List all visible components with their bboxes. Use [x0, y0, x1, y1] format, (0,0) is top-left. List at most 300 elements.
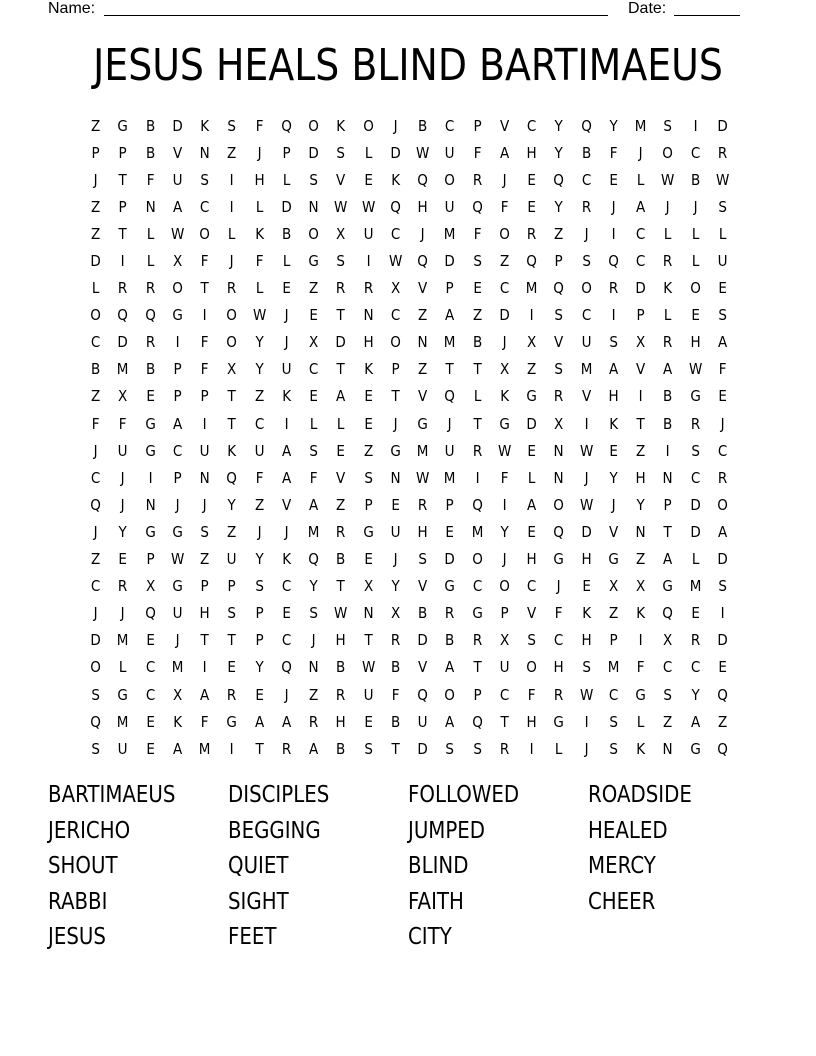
grid-cell[interactable]: A: [445, 658, 455, 677]
grid-cell[interactable]: Q: [662, 604, 674, 623]
grid-cell[interactable]: Q: [144, 604, 156, 623]
grid-cell[interactable]: S: [254, 577, 264, 596]
grid-cell[interactable]: J: [665, 197, 670, 216]
grid-cell[interactable]: S: [336, 143, 346, 162]
grid-cell[interactable]: Q: [444, 387, 456, 406]
grid-cell[interactable]: Q: [717, 739, 728, 758]
grid-cell[interactable]: T: [445, 360, 454, 379]
grid-cell[interactable]: Q: [471, 495, 483, 514]
grid-cell[interactable]: J: [584, 468, 589, 487]
grid-cell[interactable]: J: [120, 495, 125, 514]
grid-cell[interactable]: I: [638, 387, 643, 406]
grid-cell[interactable]: Q: [526, 252, 537, 271]
grid-cell[interactable]: P: [91, 143, 100, 162]
grid-cell[interactable]: W: [170, 550, 185, 569]
grid-cell[interactable]: F: [200, 712, 209, 731]
grid-cell[interactable]: G: [689, 387, 701, 406]
grid-cell[interactable]: Q: [281, 116, 292, 135]
grid-cell[interactable]: U: [390, 522, 401, 541]
grid-cell[interactable]: Y: [309, 577, 318, 596]
grid-cell[interactable]: Z: [227, 522, 237, 541]
grid-cell[interactable]: G: [417, 414, 428, 433]
grid-cell[interactable]: Z: [417, 360, 428, 379]
grid-cell[interactable]: P: [118, 143, 127, 162]
grid-cell[interactable]: J: [284, 333, 289, 352]
grid-cell[interactable]: M: [634, 116, 647, 135]
grid-cell[interactable]: J: [120, 468, 125, 487]
grid-cell[interactable]: C: [526, 577, 537, 596]
grid-cell[interactable]: P: [282, 143, 291, 162]
grid-cell[interactable]: E: [391, 495, 400, 514]
grid-cell[interactable]: Y: [554, 143, 563, 162]
grid-cell[interactable]: B: [581, 143, 591, 162]
grid-cell[interactable]: P: [473, 116, 482, 135]
grid-cell[interactable]: T: [391, 739, 400, 758]
grid-cell[interactable]: T: [254, 739, 264, 758]
grid-cell[interactable]: V: [417, 279, 428, 298]
grid-cell[interactable]: V: [554, 333, 564, 352]
grid-cell[interactable]: N: [553, 441, 564, 460]
grid-cell[interactable]: V: [581, 387, 591, 406]
grid-cell[interactable]: J: [584, 739, 589, 758]
grid-cell[interactable]: X: [172, 252, 183, 271]
grid-cell[interactable]: S: [609, 333, 618, 352]
grid-cell[interactable]: Q: [144, 306, 156, 325]
grid-cell[interactable]: H: [417, 522, 428, 541]
grid-cell[interactable]: K: [363, 360, 373, 379]
grid-cell[interactable]: K: [499, 387, 509, 406]
grid-cell[interactable]: O: [499, 577, 510, 596]
grid-cell[interactable]: R: [118, 577, 128, 596]
grid-cell[interactable]: V: [417, 577, 428, 596]
grid-cell[interactable]: Q: [580, 116, 592, 135]
grid-cell[interactable]: I: [148, 468, 153, 487]
grid-cell[interactable]: S: [363, 468, 373, 487]
grid-cell[interactable]: A: [281, 441, 291, 460]
name-blank-line[interactable]: [104, 15, 608, 16]
grid-cell[interactable]: O: [444, 170, 456, 189]
grid-cell[interactable]: B: [336, 739, 346, 758]
grid-cell[interactable]: Y: [227, 495, 236, 514]
grid-cell[interactable]: C: [145, 685, 155, 704]
grid-cell[interactable]: Q: [417, 252, 428, 271]
grid-cell[interactable]: W: [688, 360, 702, 379]
grid-cell[interactable]: R: [445, 604, 455, 623]
grid-cell[interactable]: S: [309, 441, 318, 460]
grid-cell[interactable]: I: [175, 333, 180, 352]
grid-cell[interactable]: F: [500, 197, 509, 216]
grid-cell[interactable]: R: [717, 143, 728, 162]
grid-cell[interactable]: Y: [690, 685, 700, 704]
grid-cell[interactable]: K: [663, 279, 673, 298]
grid-cell[interactable]: I: [611, 306, 616, 325]
grid-cell[interactable]: E: [690, 604, 700, 623]
grid-cell[interactable]: J: [175, 631, 180, 650]
grid-cell[interactable]: T: [363, 631, 373, 650]
grid-cell[interactable]: B: [90, 360, 101, 379]
grid-cell[interactable]: E: [282, 604, 291, 623]
grid-cell[interactable]: D: [689, 495, 701, 514]
grid-cell[interactable]: X: [526, 333, 537, 352]
grid-cell[interactable]: X: [308, 333, 319, 352]
grid-cell[interactable]: I: [720, 604, 725, 623]
grid-cell[interactable]: R: [118, 279, 128, 298]
grid-cell[interactable]: J: [93, 170, 98, 189]
grid-cell[interactable]: O: [362, 116, 374, 135]
grid-cell[interactable]: A: [445, 306, 455, 325]
grid-cell[interactable]: S: [200, 170, 209, 189]
grid-cell[interactable]: E: [363, 170, 373, 189]
grid-cell[interactable]: P: [391, 360, 400, 379]
grid-cell[interactable]: P: [118, 197, 127, 216]
grid-cell[interactable]: Q: [553, 522, 565, 541]
grid-cell[interactable]: V: [526, 604, 537, 623]
grid-cell[interactable]: A: [690, 712, 700, 731]
grid-cell[interactable]: D: [281, 197, 292, 216]
grid-cell[interactable]: Z: [635, 550, 646, 569]
grid-cell[interactable]: N: [145, 197, 156, 216]
grid-cell[interactable]: S: [718, 197, 727, 216]
grid-cell[interactable]: P: [500, 604, 509, 623]
grid-cell[interactable]: U: [172, 170, 183, 189]
grid-cell[interactable]: R: [363, 279, 373, 298]
grid-cell[interactable]: B: [145, 143, 155, 162]
grid-cell[interactable]: O: [499, 224, 510, 243]
grid-cell[interactable]: I: [638, 631, 643, 650]
grid-cell[interactable]: J: [556, 577, 561, 596]
grid-cell[interactable]: Y: [254, 550, 264, 569]
grid-cell[interactable]: R: [717, 468, 728, 487]
grid-cell[interactable]: Z: [308, 685, 319, 704]
grid-cell[interactable]: P: [364, 495, 373, 514]
grid-cell[interactable]: I: [284, 414, 289, 433]
grid-cell[interactable]: F: [500, 468, 509, 487]
grid-cell[interactable]: Q: [471, 197, 483, 216]
grid-cell[interactable]: X: [172, 685, 183, 704]
grid-cell[interactable]: Z: [90, 224, 101, 243]
grid-cell[interactable]: I: [120, 252, 125, 271]
grid-cell[interactable]: T: [500, 712, 509, 731]
grid-cell[interactable]: O: [172, 279, 183, 298]
grid-cell[interactable]: T: [227, 414, 236, 433]
grid-cell[interactable]: R: [145, 333, 155, 352]
grid-cell[interactable]: N: [662, 739, 673, 758]
grid-cell[interactable]: Z: [635, 441, 646, 460]
grid-cell[interactable]: H: [417, 197, 428, 216]
grid-cell[interactable]: V: [172, 143, 182, 162]
grid-cell[interactable]: E: [145, 739, 155, 758]
grid-cell[interactable]: M: [607, 658, 620, 677]
grid-cell[interactable]: F: [554, 604, 563, 623]
grid-cell[interactable]: K: [636, 604, 646, 623]
grid-cell[interactable]: G: [471, 604, 483, 623]
grid-cell[interactable]: T: [472, 360, 482, 379]
grid-cell[interactable]: A: [254, 712, 264, 731]
grid-cell[interactable]: I: [502, 495, 507, 514]
grid-cell[interactable]: P: [173, 468, 182, 487]
grid-cell[interactable]: U: [444, 197, 455, 216]
grid-cell[interactable]: T: [472, 658, 482, 677]
grid-cell[interactable]: H: [690, 333, 701, 352]
grid-cell[interactable]: A: [172, 414, 182, 433]
grid-cell[interactable]: M: [117, 712, 129, 731]
grid-cell[interactable]: W: [252, 306, 266, 325]
grid-cell[interactable]: R: [145, 279, 155, 298]
grid-cell[interactable]: Z: [499, 252, 510, 271]
grid-cell[interactable]: O: [308, 116, 319, 135]
grid-cell[interactable]: L: [282, 252, 291, 271]
grid-cell[interactable]: K: [172, 712, 182, 731]
grid-cell[interactable]: C: [499, 279, 510, 298]
grid-cell[interactable]: P: [173, 387, 182, 406]
grid-cell[interactable]: G: [689, 739, 701, 758]
grid-cell[interactable]: D: [308, 143, 319, 162]
grid-cell[interactable]: F: [255, 252, 264, 271]
grid-cell[interactable]: V: [499, 116, 509, 135]
grid-cell[interactable]: N: [308, 658, 319, 677]
grid-cell[interactable]: M: [444, 224, 456, 243]
grid-cell[interactable]: E: [282, 279, 291, 298]
grid-cell[interactable]: M: [580, 360, 592, 379]
grid-cell[interactable]: L: [337, 414, 345, 433]
grid-cell[interactable]: M: [198, 739, 211, 758]
grid-cell[interactable]: Z: [554, 224, 564, 243]
grid-cell[interactable]: A: [717, 333, 727, 352]
grid-cell[interactable]: H: [526, 712, 537, 731]
grid-cell[interactable]: A: [717, 522, 727, 541]
grid-cell[interactable]: A: [281, 712, 291, 731]
grid-cell[interactable]: D: [117, 333, 129, 352]
grid-cell[interactable]: J: [393, 116, 398, 135]
grid-cell[interactable]: J: [311, 631, 316, 650]
grid-cell[interactable]: Z: [608, 604, 619, 623]
grid-cell[interactable]: E: [363, 550, 373, 569]
grid-cell[interactable]: T: [336, 577, 345, 596]
grid-cell[interactable]: H: [581, 550, 592, 569]
grid-cell[interactable]: N: [363, 306, 374, 325]
grid-cell[interactable]: R: [554, 685, 564, 704]
grid-cell[interactable]: L: [636, 170, 645, 189]
grid-cell[interactable]: L: [364, 143, 372, 162]
grid-cell[interactable]: N: [145, 495, 156, 514]
grid-cell[interactable]: T: [663, 522, 672, 541]
grid-cell[interactable]: H: [553, 658, 564, 677]
grid-cell[interactable]: F: [309, 468, 318, 487]
grid-cell[interactable]: Z: [254, 495, 264, 514]
grid-cell[interactable]: Y: [554, 116, 563, 135]
grid-cell[interactable]: J: [120, 604, 125, 623]
grid-cell[interactable]: E: [227, 658, 237, 677]
grid-cell[interactable]: L: [282, 170, 291, 189]
grid-cell[interactable]: I: [584, 712, 589, 731]
grid-cell[interactable]: L: [664, 224, 672, 243]
grid-cell[interactable]: A: [608, 360, 618, 379]
grid-cell[interactable]: Q: [471, 712, 483, 731]
grid-cell[interactable]: E: [527, 522, 536, 541]
grid-cell[interactable]: J: [611, 197, 616, 216]
grid-cell[interactable]: T: [336, 360, 345, 379]
grid-cell[interactable]: E: [609, 170, 618, 189]
grid-cell[interactable]: L: [691, 224, 699, 243]
grid-cell[interactable]: S: [718, 306, 727, 325]
grid-cell[interactable]: O: [90, 658, 101, 677]
grid-cell[interactable]: E: [581, 577, 591, 596]
grid-cell[interactable]: H: [335, 631, 346, 650]
grid-cell[interactable]: L: [91, 279, 100, 298]
grid-cell[interactable]: J: [93, 441, 98, 460]
grid-cell[interactable]: N: [390, 468, 401, 487]
grid-cell[interactable]: I: [529, 739, 534, 758]
grid-cell[interactable]: S: [581, 658, 591, 677]
grid-cell[interactable]: E: [118, 550, 128, 569]
grid-cell[interactable]: B: [417, 116, 428, 135]
grid-cell[interactable]: D: [526, 414, 537, 433]
grid-cell[interactable]: Q: [390, 197, 401, 216]
grid-cell[interactable]: N: [363, 604, 374, 623]
grid-cell[interactable]: D: [444, 252, 456, 271]
grid-cell[interactable]: N: [199, 143, 210, 162]
grid-cell[interactable]: L: [146, 224, 154, 243]
grid-cell[interactable]: T: [200, 631, 209, 650]
grid-cell[interactable]: P: [554, 252, 563, 271]
grid-cell[interactable]: C: [281, 631, 292, 650]
grid-cell[interactable]: Q: [308, 550, 319, 569]
grid-cell[interactable]: E: [472, 279, 482, 298]
grid-cell[interactable]: Y: [254, 658, 264, 677]
grid-cell[interactable]: J: [284, 306, 289, 325]
grid-cell[interactable]: C: [90, 333, 101, 352]
grid-cell[interactable]: R: [308, 712, 319, 731]
grid-cell[interactable]: G: [553, 712, 565, 731]
grid-cell[interactable]: J: [175, 495, 180, 514]
grid-cell[interactable]: R: [472, 441, 482, 460]
grid-cell[interactable]: W: [415, 468, 430, 487]
grid-cell[interactable]: N: [308, 197, 319, 216]
grid-cell[interactable]: J: [284, 685, 289, 704]
grid-cell[interactable]: Y: [254, 360, 264, 379]
grid-cell[interactable]: E: [363, 712, 373, 731]
grid-cell[interactable]: V: [417, 658, 428, 677]
grid-cell[interactable]: N: [417, 333, 428, 352]
grid-cell[interactable]: E: [527, 441, 536, 460]
grid-cell[interactable]: D: [417, 631, 428, 650]
grid-cell[interactable]: U: [281, 360, 292, 379]
grid-cell[interactable]: V: [608, 522, 618, 541]
grid-cell[interactable]: U: [254, 441, 265, 460]
grid-cell[interactable]: Y: [636, 495, 645, 514]
grid-cell[interactable]: R: [281, 739, 292, 758]
grid-cell[interactable]: E: [145, 631, 155, 650]
grid-cell[interactable]: U: [117, 739, 128, 758]
grid-cell[interactable]: I: [202, 306, 207, 325]
grid-cell[interactable]: J: [202, 495, 207, 514]
grid-cell[interactable]: P: [636, 306, 645, 325]
grid-cell[interactable]: O: [662, 143, 674, 162]
grid-cell[interactable]: Y: [609, 116, 618, 135]
grid-cell[interactable]: O: [390, 333, 401, 352]
grid-cell[interactable]: O: [199, 224, 210, 243]
grid-cell[interactable]: T: [118, 170, 127, 189]
grid-cell[interactable]: L: [309, 414, 318, 433]
grid-cell[interactable]: I: [665, 441, 670, 460]
grid-cell[interactable]: B: [390, 658, 401, 677]
grid-cell[interactable]: C: [526, 116, 537, 135]
grid-cell[interactable]: S: [472, 252, 482, 271]
grid-cell[interactable]: U: [226, 550, 237, 569]
grid-cell[interactable]: J: [229, 252, 234, 271]
grid-cell[interactable]: U: [172, 604, 183, 623]
grid-cell[interactable]: T: [227, 387, 236, 406]
grid-cell[interactable]: A: [663, 360, 673, 379]
grid-cell[interactable]: G: [390, 441, 401, 460]
grid-cell[interactable]: U: [444, 143, 455, 162]
grid-cell[interactable]: E: [718, 387, 727, 406]
grid-cell[interactable]: D: [717, 631, 728, 650]
grid-cell[interactable]: Z: [336, 495, 346, 514]
grid-cell[interactable]: C: [90, 468, 101, 487]
grid-cell[interactable]: O: [444, 685, 456, 704]
grid-cell[interactable]: X: [390, 279, 401, 298]
grid-cell[interactable]: J: [584, 224, 589, 243]
date-blank-line[interactable]: [674, 15, 740, 16]
grid-cell[interactable]: Z: [90, 197, 101, 216]
grid-cell[interactable]: J: [393, 414, 398, 433]
grid-cell[interactable]: P: [200, 577, 209, 596]
grid-cell[interactable]: L: [119, 658, 127, 677]
grid-cell[interactable]: I: [529, 306, 534, 325]
grid-cell[interactable]: D: [90, 631, 101, 650]
grid-cell[interactable]: D: [499, 306, 510, 325]
grid-cell[interactable]: J: [502, 170, 507, 189]
grid-cell[interactable]: H: [526, 550, 537, 569]
grid-cell[interactable]: W: [415, 143, 430, 162]
grid-cell[interactable]: X: [390, 604, 401, 623]
grid-cell[interactable]: X: [336, 224, 346, 243]
grid-cell[interactable]: Z: [363, 441, 373, 460]
grid-cell[interactable]: W: [715, 170, 730, 189]
grid-cell[interactable]: S: [200, 522, 209, 541]
grid-cell[interactable]: P: [255, 604, 264, 623]
grid-cell[interactable]: T: [200, 279, 209, 298]
grid-cell[interactable]: E: [145, 387, 155, 406]
grid-cell[interactable]: B: [336, 658, 346, 677]
grid-cell[interactable]: C: [390, 306, 401, 325]
grid-cell[interactable]: Q: [226, 468, 238, 487]
grid-cell[interactable]: A: [172, 739, 182, 758]
grid-cell[interactable]: Y: [500, 522, 509, 541]
grid-cell[interactable]: M: [444, 468, 456, 487]
grid-cell[interactable]: E: [309, 387, 318, 406]
grid-cell[interactable]: T: [472, 414, 482, 433]
grid-cell[interactable]: M: [171, 658, 184, 677]
grid-cell[interactable]: Q: [553, 279, 565, 298]
grid-cell[interactable]: W: [170, 224, 185, 243]
grid-cell[interactable]: I: [229, 739, 234, 758]
grid-cell[interactable]: B: [281, 224, 292, 243]
grid-cell[interactable]: U: [363, 224, 374, 243]
grid-cell[interactable]: U: [117, 441, 128, 460]
grid-cell[interactable]: G: [144, 441, 156, 460]
grid-cell[interactable]: D: [444, 550, 456, 569]
grid-cell[interactable]: J: [502, 333, 507, 352]
grid-cell[interactable]: V: [336, 170, 346, 189]
grid-cell[interactable]: E: [527, 197, 536, 216]
grid-cell[interactable]: G: [526, 387, 537, 406]
grid-cell[interactable]: P: [445, 495, 454, 514]
grid-cell[interactable]: L: [718, 224, 727, 243]
grid-cell[interactable]: C: [472, 577, 482, 596]
grid-cell[interactable]: V: [281, 495, 291, 514]
